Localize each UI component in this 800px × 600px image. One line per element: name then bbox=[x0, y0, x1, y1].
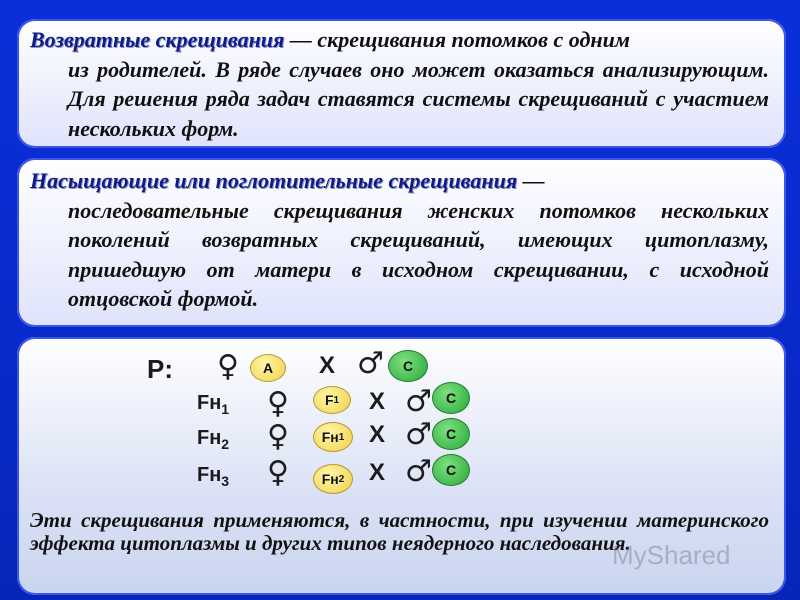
fn2-sub: 2 bbox=[221, 436, 230, 452]
fn2-female-label: Fн bbox=[321, 429, 339, 445]
fn2-female-sub: 1 bbox=[338, 431, 345, 443]
fn2-male-label: C bbox=[445, 426, 457, 442]
saturating-text: последовательные скрещивания женских потомков нескольких поколений возвратных скрещиваний, имеющих цитоплазму, пришедшую от матери в исходном скрещивании, с исходной отцовской формой. bbox=[68, 197, 769, 311]
male-symbol-icon: ♂ bbox=[405, 384, 432, 419]
fn3-label bbox=[197, 464, 229, 489]
fn1-male-label: C bbox=[445, 390, 457, 406]
backcross-text: из родителей. В ряде случаев оно может оказаться анализирующим. Для решения ряда задач ставятся системы скрещиваний с участием нескольких форм. bbox=[68, 56, 769, 141]
parent-male-circle bbox=[388, 350, 428, 382]
parent-female-circle bbox=[250, 354, 286, 382]
fn1-base: Fн bbox=[197, 392, 222, 414]
parent-female-label: A bbox=[262, 360, 274, 376]
fn3-female-sub: 2 bbox=[338, 473, 345, 485]
definition-panel-saturating bbox=[17, 158, 786, 327]
male-symbol-icon: ♂ bbox=[357, 346, 384, 381]
parent-male-label: C bbox=[402, 358, 414, 374]
cross-sign: X bbox=[369, 459, 386, 486]
fn2-female-circle bbox=[313, 422, 353, 452]
saturating-dash: — bbox=[517, 168, 545, 193]
fn3-female-circle bbox=[313, 464, 353, 494]
application-note: Эти скрещивания применяются, в частности, при изучении материнского эффекта цитоплазмы и других типов неядерного наследования. bbox=[30, 508, 769, 555]
crossing-scheme-panel bbox=[17, 337, 786, 595]
fn1-female-label: F bbox=[324, 392, 334, 408]
definition-panel-backcross bbox=[17, 19, 786, 148]
fn3-male-label: C bbox=[445, 462, 457, 478]
female-symbol-icon: ♀ bbox=[267, 419, 289, 454]
fn1-male-circle bbox=[432, 382, 470, 414]
male-symbol-icon: ♂ bbox=[405, 417, 432, 452]
fn2-label bbox=[197, 427, 229, 452]
fn1-sub: 1 bbox=[221, 401, 230, 417]
backcross-definition bbox=[30, 25, 769, 143]
fn2-base: Fн bbox=[197, 427, 222, 449]
saturating-definition bbox=[30, 166, 769, 314]
backcross-dash: — скрещивания потомков с одним bbox=[284, 27, 630, 52]
fn3-sub: 3 bbox=[221, 473, 230, 489]
fn3-male-circle bbox=[432, 454, 470, 486]
watermark: MyShared bbox=[612, 540, 731, 570]
fn3-base: Fн bbox=[197, 464, 222, 486]
p-label: P: bbox=[147, 354, 173, 384]
male-symbol-icon: ♂ bbox=[405, 454, 432, 489]
female-symbol-icon: ♀ bbox=[267, 455, 289, 490]
saturating-term: Насыщающие или поглотительные скрещивания bbox=[30, 168, 518, 193]
fn1-label bbox=[197, 392, 229, 417]
cross-sign: X bbox=[369, 421, 386, 448]
fn3-female-label: Fн bbox=[321, 471, 339, 487]
backcross-term: Возвратные скрещивания bbox=[30, 27, 285, 52]
fn2-male-circle bbox=[432, 418, 470, 450]
female-symbol-icon: ♀ bbox=[267, 386, 289, 421]
female-symbol-icon: ♀ bbox=[217, 349, 239, 384]
cross-sign: X bbox=[369, 388, 386, 415]
cross-sign: X bbox=[319, 352, 336, 379]
fn1-female-sub: 1 bbox=[333, 394, 340, 406]
fn1-female-circle bbox=[313, 386, 351, 414]
